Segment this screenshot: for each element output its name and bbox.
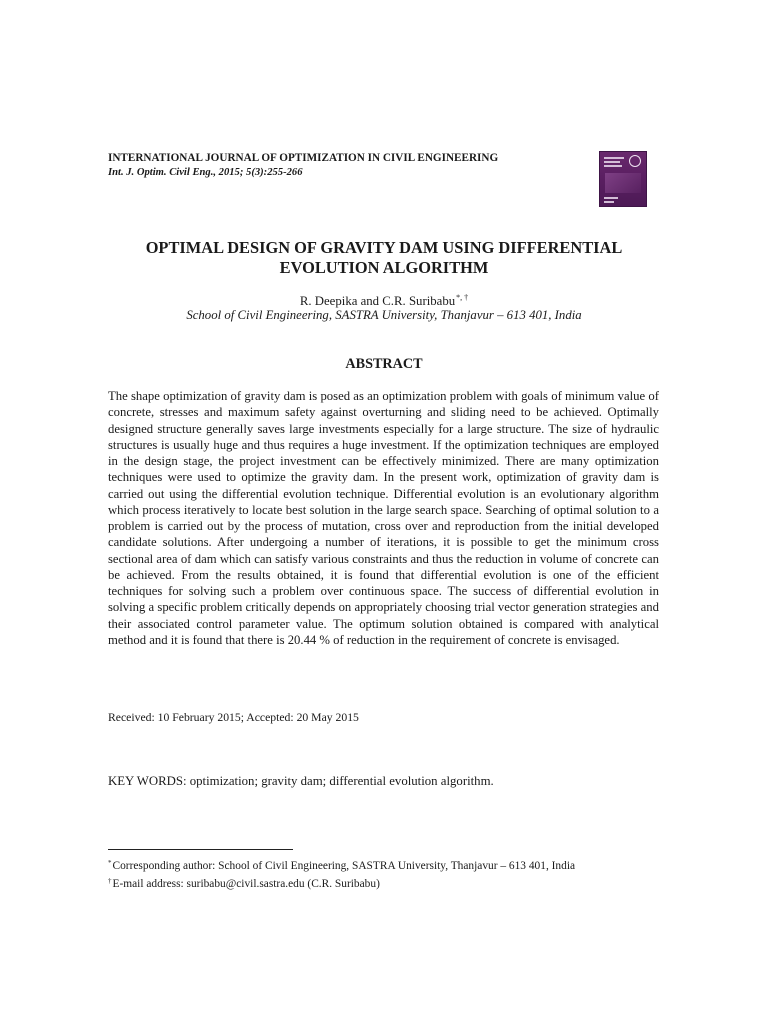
author-footnote-marks: *, † [456,293,469,302]
cover-title-bar [604,161,620,163]
journal-header [108,151,578,180]
abstract-text: The shape optimization of gravity dam is posed as an optimization problem with goals of minimum value of concrete, stresses and maximum safety against overturning and sliding need to be achieved. Optimally designed structure generally saves large investments especially for a large structure. The size of hydraulic structures is usually huge and thus requires a huge investment. If the optimization techniques are employed in the design stage, the project investment can be effectively minimized. There are many optimization techniques were used to optimize the gravity dam. In the present work, optimization of gravity dam is carried out using the differential evolution technique. Differential evolution is an evolutionary algorithm which process iteratively to locate best solution in the large search space. Searching of optimal solution to a problem is carried out by the process of mutation, cross over and reproduction from the initial developed candidate solutions. After undergoing a number of iterations, it is possible to get the minimum cross sectional area of dam which can satisfy various constraints and thus the reduction in volume of concrete can be achieved. From the results obtained, it is found that differential evolution is one of the efficient techniques for solving such a problem over continuous space. The success of differential evolution in solving a specific problem critically depends on appropriately choosing trial vector generation strategies and their associated control parameter value. The optimum solution obtained is compared with analytical method and it is found that there is 20.44 % of reduction in the requirement of concrete is envisaged. [108,389,659,647]
paper-title-line: EVOLUTION ALGORITHM [279,258,489,277]
cover-artwork [605,173,641,193]
author-names: R. Deepika and C.R. Suribabu [299,294,456,308]
keywords: KEY WORDS: optimization; gravity dam; differential evolution algorithm. [108,774,494,788]
footnote-text: E-mail address: suribabu@civil.sastra.edu (C.R. Suribabu) [112,878,380,890]
journal-citation: Int. J. Optim. Civil Eng., 2015; 5(3):255-266 [108,167,303,178]
journal-name: INTERNATIONAL JOURNAL OF OPTIMIZATION IN CIVIL ENGINEERING [108,152,499,164]
footnote-text: Corresponding author: School of Civil Engineering, SASTRA University, Thanjavur – 613 401, India [112,860,576,872]
received-accepted-dates: Received: 10 February 2015; Accepted: 20 May 2015 [108,711,359,724]
footnote-divider [108,849,293,850]
cover-title-bar [604,165,622,167]
author-affiliation: School of Civil Engineering, SASTRA University, Thanjavur – 613 401, India [186,308,582,322]
paper-title [108,238,660,278]
cover-emblem-icon [629,155,641,167]
cover-title-bar [604,157,624,159]
abstract-heading: ABSTRACT [345,356,423,372]
paper-title-line: OPTIMAL DESIGN OF GRAVITY DAM USING DIFFERENTIAL [145,238,623,257]
footnotes [108,856,668,892]
footnote-mark: * [108,859,112,867]
footnote-corresponding-author [108,856,668,874]
footnote-email [108,874,668,892]
journal-cover-image [599,151,647,207]
footnote-mark: † [108,877,112,885]
cover-footer-bar [604,201,614,203]
cover-footer-bar [604,197,618,199]
